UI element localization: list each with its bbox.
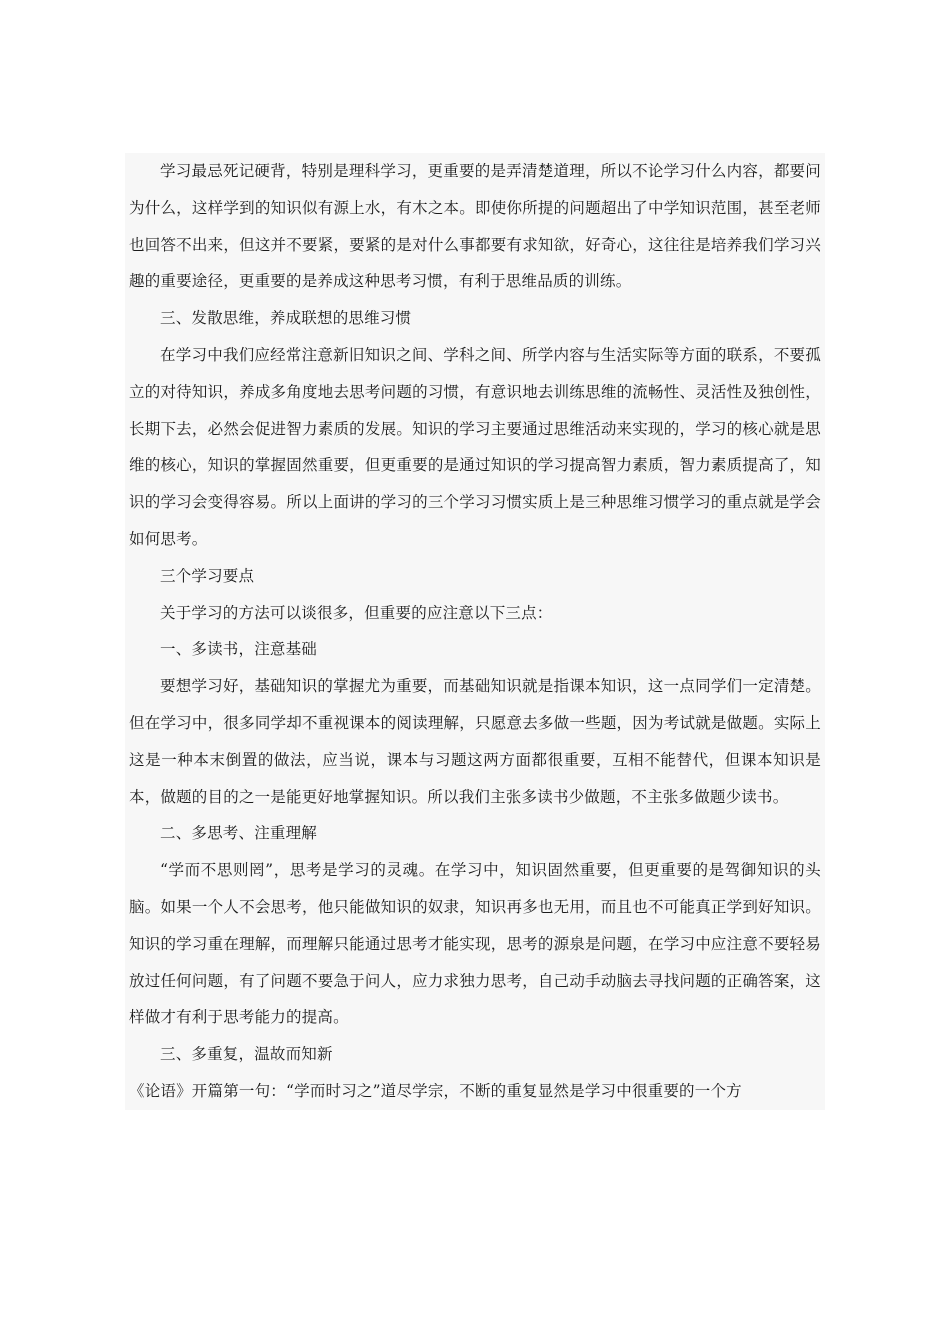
heading-read-more: 一、多读书，注意基础 [160,640,318,659]
heading-think-more: 二、多思考、注重理解 [160,824,318,843]
paragraph-key-points-intro: 关于学习的方法可以谈很多，但重要的应注意以下三点： [160,603,553,622]
paragraph-divergent-thinking: 在学习中我们应经常注意新旧知识之间、学科之间、所学内容与生活实际等方面的联系，不要孤立的对待知识，养成多角度地去思考问题的习惯，有意识地去训练思维的流畅性、灵活性及独创性，长期下去，必然会促进智力素质的发展。知识的学习主要通过思维活动来实现的，学习的核心就是思维的核心，知识的掌握固然重要，但更重要的是通过知识的学习提高智力素质，智力素质提高了，知识的学习会变得容易。所以上面讲的学习的三个学习习惯实质上是三种思维习惯学习的重点就是学会如何思考。 [129,345,821,548]
heading-divergent-thinking: 三、发散思维，养成联想的思维习惯 [160,309,412,328]
paragraph-review-more: 《论语》开篇第一句：“学而时习之”道尽学宗，不断的重复显然是学习中很重要的一个方 [129,1081,742,1100]
document-body [125,153,825,1110]
heading-three-key-points: 三个学习要点 [160,566,255,585]
paragraph-think-more: “学而不思则罔”，思考是学习的灵魂。在学习中，知识固然重要，但更重要的是驾御知识的头脑。如果一个人不会思考，他只能做知识的奴隶，知识再多也无用，而且也不可能真正学到好知识。知识的学习重在理解，而理解只能通过思考才能实现，思考的源泉是问题，在学习中应注意不要轻易放过任何问题，有了问题不要急于问人，应力求独力思考，自己动手动脑去寻找问题的正确答案，这样做才有利于思考能力的提高。 [129,861,821,1027]
heading-review-more: 三、多重复，温故而知新 [160,1045,333,1064]
paragraph-rote-learning: 学习最忌死记硬背，特别是理科学习，更重要的是弄清楚道理，所以不论学习什么内容，都要问为什么，这样学到的知识似有源上水，有木之本。即使你所提的问题超出了中学知识范围，甚至老师也回答不出来，但这并不要紧，要紧的是对什么事都要有求知欲，好奇心，这往往是培养我们学习兴趣的重要途径，更重要的是养成这种思考习惯，有利于思维品质的训练。 [129,162,821,291]
paragraph-read-more: 要想学习好，基础知识的掌握尤为重要，而基础知识就是指课本知识，这一点同学们一定清楚。但在学习中，很多同学却不重视课本的阅读理解，只愿意去多做一些题，因为考试就是做题。实际上这是一种本末倒置的做法，应当说，课本与习题这两方面都很重要，互相不能替代，但课本知识是本，做题的目的之一是能更好地掌握知识。所以我们主张多读书少做题，不主张多做题少读书。 [129,677,821,806]
